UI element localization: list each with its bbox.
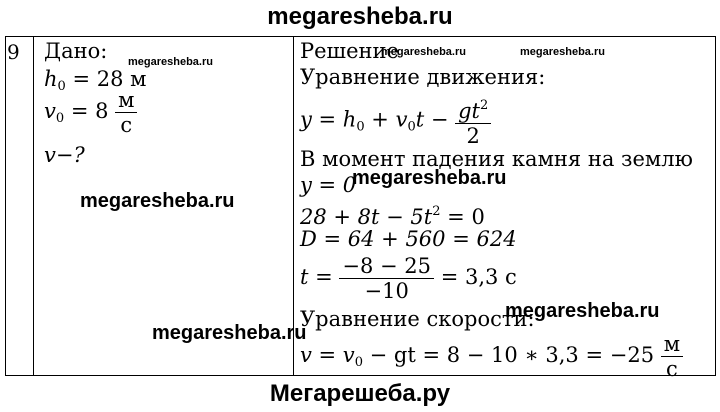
motion-eq-title: Уравнение движения: <box>300 65 546 89</box>
eq-disc-text: D = 64 + 560 = 624 <box>300 227 517 251</box>
given-find <box>44 142 85 168</box>
eq-t-fraction <box>339 254 434 303</box>
eq-v-unit <box>661 332 683 381</box>
given-h0-var: h <box>44 67 58 91</box>
eq-v-unit-den: с <box>666 357 678 381</box>
table-right-border <box>715 36 716 376</box>
given-h0-value: = 28 м <box>65 67 147 91</box>
watermark-small-2: megaresheba.ru <box>381 46 466 58</box>
given-title: Дано: <box>44 39 108 63</box>
eq-quad-sup: 2 <box>432 204 441 219</box>
eq1-mid2: t − <box>415 107 456 132</box>
eq-v-unit-num: м <box>661 332 683 357</box>
solution-title: Решение <box>300 39 399 63</box>
site-footer: Мегарешеба.ру <box>269 380 451 407</box>
watermark-big-2: megaresheba.ru <box>352 167 507 189</box>
watermark-small-1: megaresheba.ru <box>128 56 213 68</box>
eq-y0-text: y = 0 <box>300 173 357 197</box>
speed-eq-title: Уравнение скорости: <box>300 307 535 331</box>
site-header: megaresheba.ru <box>267 3 453 30</box>
eq-v-sub: 0 <box>354 355 363 370</box>
eq1-frac-num: gt <box>458 99 480 123</box>
equation-time <box>300 254 517 303</box>
given-v0-unit-den: с <box>120 113 133 137</box>
given-v0-unit <box>115 88 137 137</box>
eq1-mid: + v <box>364 107 408 132</box>
equation-speed <box>300 332 683 381</box>
given-v0-unit-num: м <box>115 88 137 113</box>
eq-t-left: t = <box>300 265 340 289</box>
given-find-text: v−? <box>44 143 85 167</box>
equation-discriminant <box>300 226 517 252</box>
watermark-small-3: megaresheba.ru <box>520 46 605 58</box>
eq1-sub2: 0 <box>407 119 416 135</box>
eq1-frac-den: 2 <box>466 124 480 148</box>
eq-t-den: −10 <box>364 279 409 303</box>
eq1-sub1: 0 <box>356 119 365 135</box>
fall-moment-text: В момент падения камня на землю <box>300 147 693 171</box>
eq-v-left: v = v <box>300 343 355 367</box>
eq1-frac-sup: 2 <box>480 98 489 113</box>
watermark-big-3: megaresheba.ru <box>505 300 660 322</box>
watermark-big-4: megaresheba.ru <box>152 322 307 344</box>
table-top-border <box>5 36 716 37</box>
table-divider-number <box>33 36 34 376</box>
given-v0-sub: 0 <box>55 111 65 126</box>
task-number: 9 <box>7 40 20 64</box>
eq-t-right: = 3,3 с <box>434 265 517 289</box>
eq1-left: y = h <box>300 107 357 132</box>
watermark-big-1: megaresheba.ru <box>80 190 235 212</box>
eq-quad-text: 28 + 8t − 5t <box>300 205 433 229</box>
given-v0 <box>44 88 137 137</box>
eq1-fraction <box>455 94 491 148</box>
eq-quad-rest: = 0 <box>440 205 485 229</box>
equation-motion <box>300 94 491 148</box>
eq-t-num: −8 − 25 <box>339 254 434 279</box>
given-v0-var: v <box>44 99 56 123</box>
table-left-border <box>5 36 6 376</box>
given-h0-sub: 0 <box>57 79 66 94</box>
given-v0-value: = 8 <box>64 99 116 123</box>
equation-y0 <box>300 172 356 198</box>
eq-v-rest: − gt = 8 − 10 ∗ 3,3 = −25 <box>362 343 661 367</box>
